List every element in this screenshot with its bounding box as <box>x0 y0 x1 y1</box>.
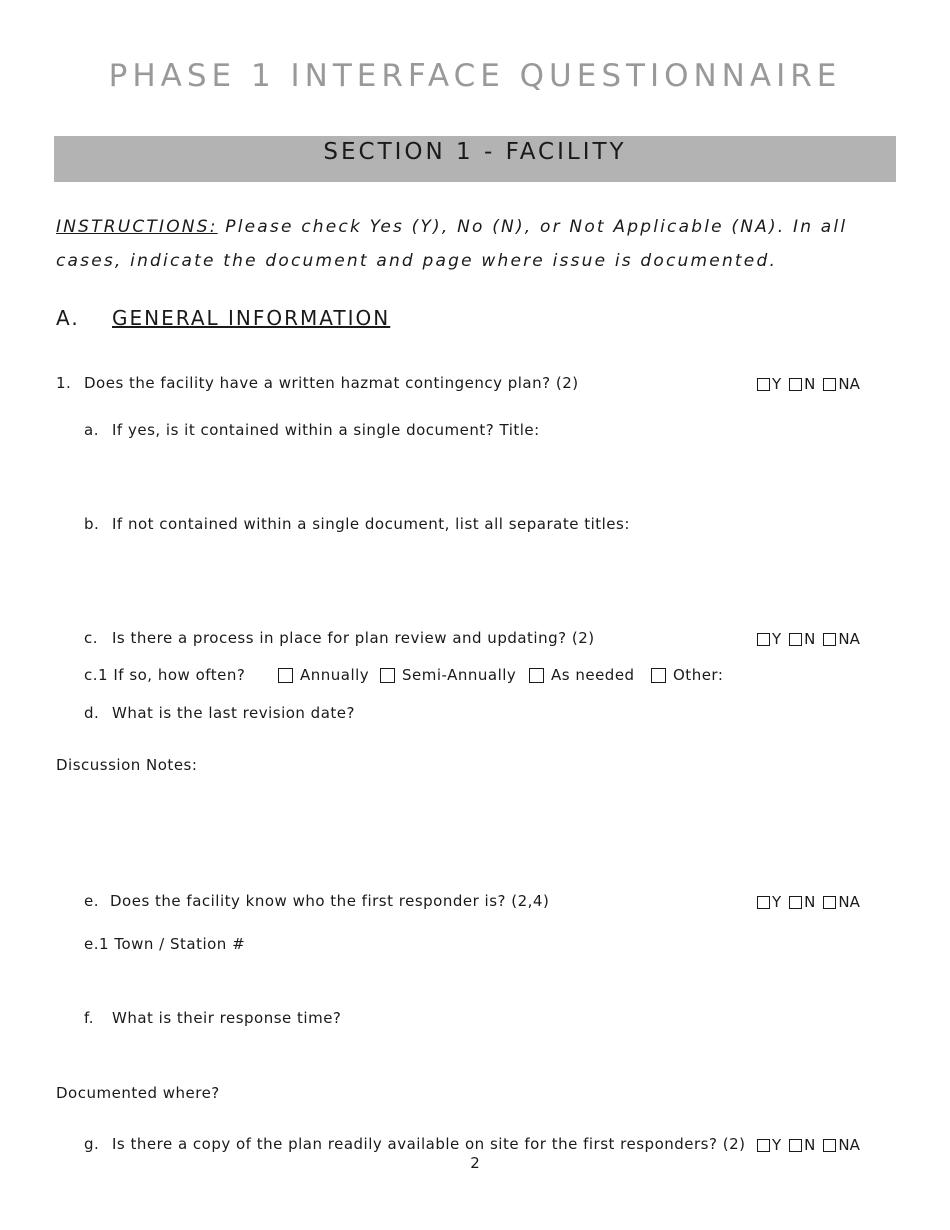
question-1e: e. Does the facility know who the first responder is? (2,4) <box>84 892 550 910</box>
checkbox-yes[interactable]: Y <box>757 1136 781 1154</box>
checkbox-other[interactable] <box>651 668 666 683</box>
question-1b: b. If not contained within a single document, list all separate titles: <box>84 515 630 533</box>
instructions-text: Please check Yes (Y), No (N), or Not Applicable (NA). In all cases, indicate the document and page where issue is documented. <box>56 217 848 271</box>
checkbox-as-needed[interactable] <box>529 668 544 683</box>
page-title: PHASE 1 INTERFACE QUESTIONNAIRE <box>108 58 842 94</box>
question-1g: g. Is there a copy of the plan readily available on site for the first responders? (2) <box>84 1135 746 1153</box>
frequency-other[interactable]: Other: <box>651 666 723 687</box>
section-a-heading <box>56 306 391 330</box>
checkbox-no[interactable]: N <box>789 375 815 393</box>
checkbox-no[interactable]: N <box>789 893 815 911</box>
checkbox-annually[interactable] <box>278 668 293 683</box>
frequency-as-needed[interactable]: As needed <box>529 666 635 687</box>
frequency-annually[interactable]: Annually <box>278 666 369 687</box>
question-1g-answer <box>757 1136 868 1154</box>
question-1c: c. Is there a process in place for plan review and updating? (2) <box>84 629 595 647</box>
checkbox-na[interactable]: NA <box>823 893 859 911</box>
section-a-letter: A. <box>56 306 80 330</box>
section-a-title: GENERAL INFORMATION <box>112 306 391 330</box>
checkbox-yes[interactable]: Y <box>757 375 781 393</box>
checkbox-na[interactable]: NA <box>823 630 859 648</box>
question-1a: a. If yes, is it contained within a single document? Title: <box>84 421 540 439</box>
checkbox-na[interactable]: NA <box>823 375 859 393</box>
question-1c-answer <box>757 630 868 648</box>
checkbox-yes[interactable]: Y <box>757 893 781 911</box>
checkbox-yes[interactable]: Y <box>757 630 781 648</box>
frequency-semi-annually[interactable]: Semi-Annually <box>380 666 516 687</box>
checkbox-no[interactable]: N <box>789 630 815 648</box>
question-1: 1. Does the facility have a written hazmat contingency plan? (2) <box>56 374 579 392</box>
checkbox-na[interactable]: NA <box>823 1136 859 1154</box>
instructions-lead: INSTRUCTIONS: <box>56 217 218 237</box>
question-1-answer <box>757 375 868 393</box>
section-title: SECTION 1 - FACILITY <box>323 139 627 165</box>
discussion-notes-label: Discussion Notes: <box>56 756 198 774</box>
question-1f: f. What is their response time? <box>84 1009 342 1027</box>
documented-where-label: Documented where? <box>56 1084 220 1102</box>
checkbox-no[interactable]: N <box>789 1136 815 1154</box>
question-1e-answer <box>757 893 868 911</box>
question-1d: d. What is the last revision date? <box>84 704 355 722</box>
question-1c1: c.1 If so, how often? <box>84 666 246 684</box>
instructions <box>56 210 896 278</box>
question-1e1: e.1 Town / Station # <box>84 935 246 953</box>
page-number: 2 <box>470 1154 480 1172</box>
checkbox-semi-annually[interactable] <box>380 668 395 683</box>
